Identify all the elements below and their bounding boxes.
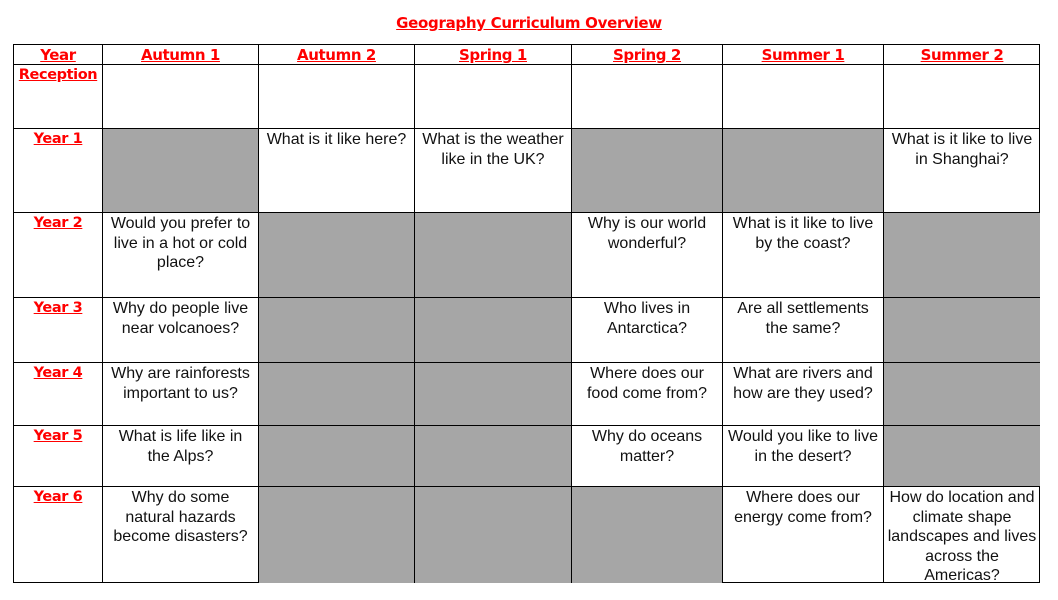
page-title: Geography Curriculum Overview <box>396 14 662 32</box>
blocked-cell <box>415 298 572 363</box>
year-label: Reception <box>14 65 103 129</box>
topic-cell: Why is our world wonderful? <box>572 213 723 298</box>
topic-cell: Why are rainforests important to us? <box>103 363 259 426</box>
blocked-cell <box>259 363 415 426</box>
header-autumn-1: Autumn 1 <box>103 45 259 65</box>
topic-cell: Are all settlements the same? <box>723 298 884 363</box>
blocked-cell <box>884 363 1040 426</box>
blocked-cell <box>723 129 884 213</box>
header-spring-1: Spring 1 <box>415 45 572 65</box>
topic-cell: What is it like to live in Shanghai? <box>884 129 1040 213</box>
topic-cell: Where does our food come from? <box>572 363 723 426</box>
topic-cell: What are rivers and how are they used? <box>723 363 884 426</box>
blocked-cell <box>415 363 572 426</box>
topic-cell <box>572 65 723 129</box>
topic-cell <box>259 65 415 129</box>
header-summer-1: Summer 1 <box>723 45 884 65</box>
blocked-cell <box>415 426 572 487</box>
topic-cell: Why do some natural hazards become disasters? <box>103 487 259 583</box>
header-spring-2: Spring 2 <box>572 45 723 65</box>
blocked-cell <box>572 487 723 583</box>
year-label: Year 3 <box>14 298 103 363</box>
topic-cell: Would you like to live in the desert? <box>723 426 884 487</box>
year-label: Year 2 <box>14 213 103 298</box>
blocked-cell <box>259 298 415 363</box>
blocked-cell <box>415 213 572 298</box>
blocked-cell <box>259 213 415 298</box>
year-label: Year 4 <box>14 363 103 426</box>
topic-cell: What is life like in the Alps? <box>103 426 259 487</box>
topic-cell: Why do oceans matter? <box>572 426 723 487</box>
topic-cell: Would you prefer to live in a hot or cold place? <box>103 213 259 298</box>
blocked-cell <box>259 487 415 583</box>
header-summer-2: Summer 2 <box>884 45 1040 65</box>
blocked-cell <box>259 426 415 487</box>
blocked-cell <box>884 213 1040 298</box>
year-label: Year 6 <box>14 487 103 583</box>
topic-cell <box>723 65 884 129</box>
blocked-cell <box>572 129 723 213</box>
topic-cell <box>103 65 259 129</box>
blocked-cell <box>884 298 1040 363</box>
header-year: Year <box>14 45 103 65</box>
topic-cell: Why do people live near volcanoes? <box>103 298 259 363</box>
blocked-cell <box>103 129 259 213</box>
topic-cell: Who lives in Antarctica? <box>572 298 723 363</box>
topic-cell: What is it like to live by the coast? <box>723 213 884 298</box>
topic-cell: What is it like here? <box>259 129 415 213</box>
topic-cell <box>884 65 1040 129</box>
header-autumn-2: Autumn 2 <box>259 45 415 65</box>
blocked-cell <box>415 487 572 583</box>
year-label: Year 1 <box>14 129 103 213</box>
topic-cell <box>415 65 572 129</box>
topic-cell: Where does our energy come from? <box>723 487 884 583</box>
year-label: Year 5 <box>14 426 103 487</box>
curriculum-table <box>13 44 1040 583</box>
blocked-cell <box>884 426 1040 487</box>
topic-cell: What is the weather like in the UK? <box>415 129 572 213</box>
topic-cell: How do location and climate shape landscapes and lives across the Americas? <box>887 489 1037 583</box>
